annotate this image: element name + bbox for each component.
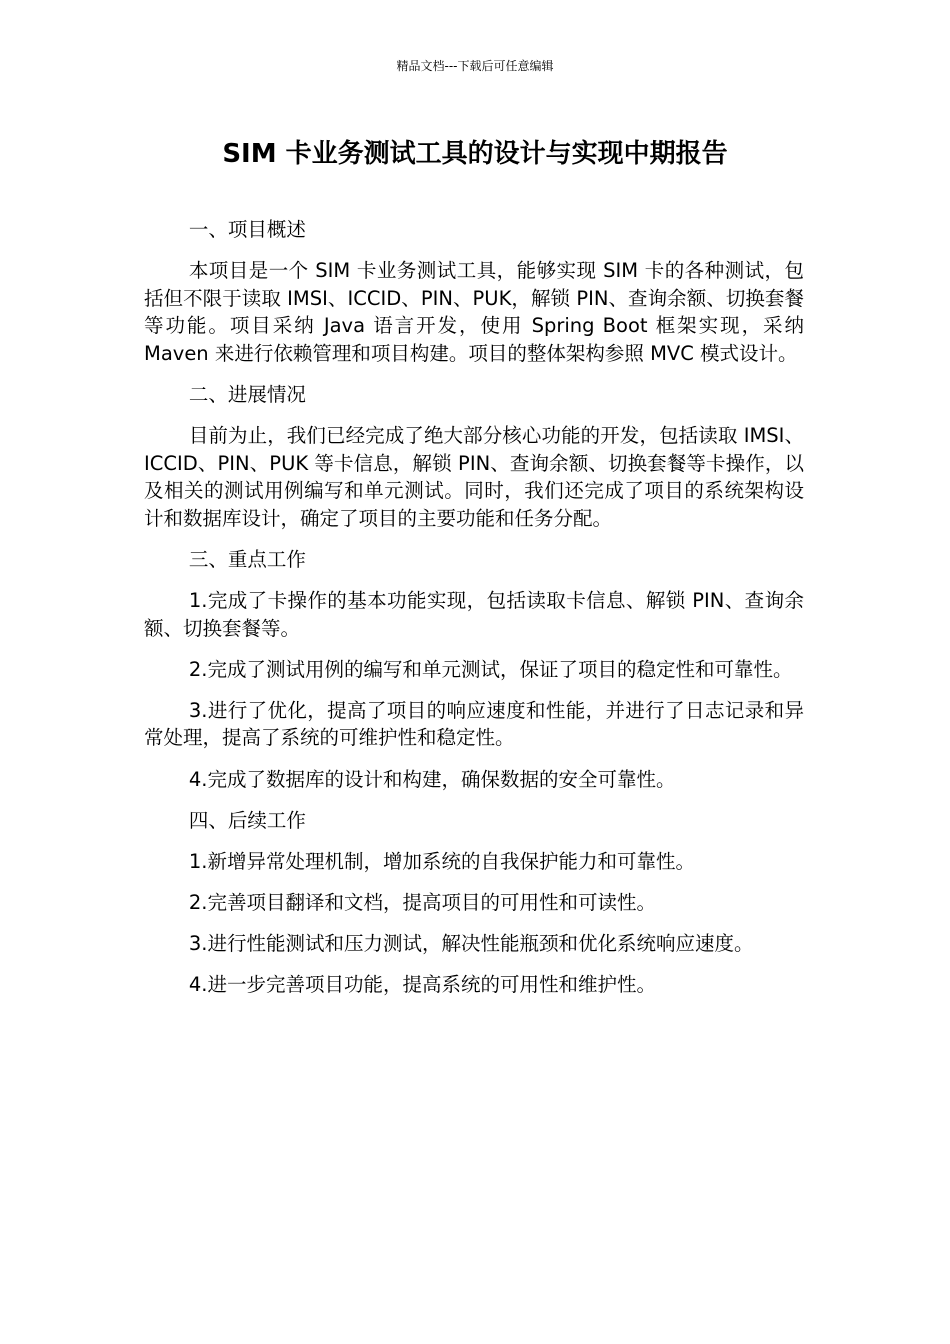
paragraph-overview: 本项目是一个 SIM 卡业务测试工具，能够实现 SIM 卡的各种测试，包括但不限于读取 IMSI、ICCID、PIN、PUK，解锁 PIN、查询余额、切换套餐等功能。项目采纳 Java 语言开发，使用 Spring Boot 框架实现，采纳 Maven 来进行依赖管理和项目构建。项目的整体架构参照 MVC 模式设计。: [144, 259, 804, 365]
document-body: [144, 216, 804, 1012]
section-heading-overview: 一、项目概述: [188, 218, 306, 241]
section-heading-follow-up: 四、后续工作: [188, 808, 306, 832]
follow-up-item-2: 2.完善项目翻译和文档，提高项目的可用性和可读性。: [188, 890, 656, 914]
section-heading-key-work: 三、重点工作: [188, 547, 306, 571]
key-work-item-3: 3.进行了优化，提高了项目的响应速度和性能，并进行了日志记录和异常处理，提高了系统的可维护性和稳定性。: [144, 698, 804, 750]
key-work-item-4: 4.完成了数据库的设计和构建，确保数据的安全可靠性。: [188, 767, 676, 791]
key-work-item-1: 1.完成了卡操作的基本功能实现，包括读取卡信息、解锁 PIN、查询余额、切换套餐等。: [144, 589, 804, 640]
document-title: SIM 卡业务测试工具的设计与实现中期报告: [222, 139, 728, 169]
paragraph-progress: 目前为止，我们已经完成了绝大部分核心功能的开发，包括读取 IMSI、ICCID、PIN、PUK 等卡信息，解锁 PIN、查询余额、切换套餐等卡操作，以及相关的测试用例编写和单元测试。同时，我们还完成了项目的系统架构设计和数据库设计，确定了项目的主要功能和任务分配。: [144, 424, 804, 530]
section-heading-progress: 二、进展情况: [188, 382, 306, 406]
header-note: 精品文档---下载后可任意编辑: [396, 59, 554, 73]
follow-up-item-1: 1.新增异常处理机制，增加系统的自我保护能力和可靠性。: [188, 849, 695, 873]
follow-up-item-4: 4.进一步完善项目功能，提高系统的可用性和维护性。: [188, 972, 656, 996]
follow-up-item-3: 3.进行性能测试和压力测试，解决性能瓶颈和优化系统响应速度。: [188, 931, 754, 955]
key-work-item-2: 2.完成了测试用例的编写和单元测试，保证了项目的稳定性和可靠性。: [188, 657, 793, 681]
